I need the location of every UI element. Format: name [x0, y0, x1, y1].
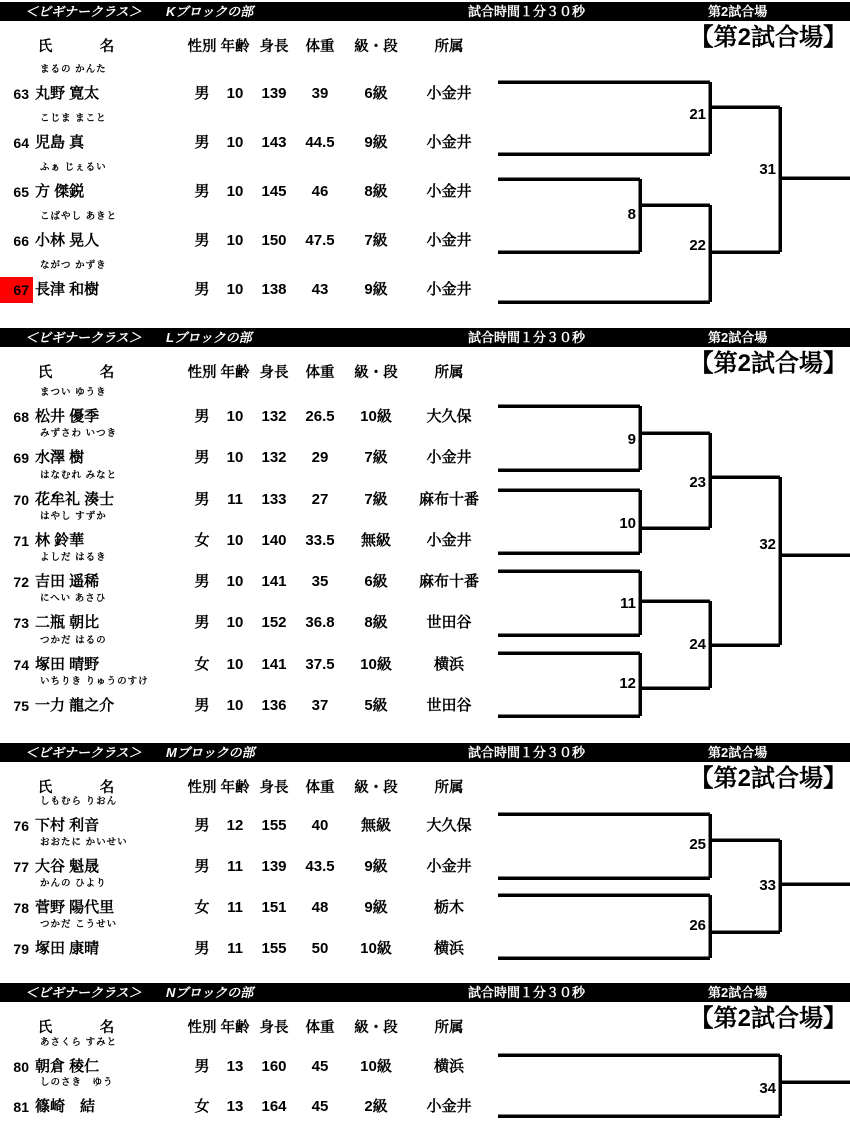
cell-age: 13 — [226, 1098, 244, 1115]
cell-age: 13 — [226, 1058, 244, 1075]
cell-weight: 44.5 — [305, 134, 335, 151]
player-number: 81 — [13, 1099, 29, 1115]
player-number: 73 — [13, 615, 29, 631]
cell-rank: 9級 — [364, 134, 388, 151]
cell-gender: 男 — [194, 449, 210, 466]
player-row — [0, 161, 520, 207]
cell-age: 10 — [226, 85, 244, 102]
cell-weight: 40 — [311, 817, 329, 834]
cell-club: 横浜 — [433, 656, 464, 673]
col-name-shi: 氏 — [37, 1020, 53, 1036]
cell-gender: 男 — [194, 232, 210, 249]
cell-gender: 女 — [194, 656, 210, 673]
col-club: 所属 — [434, 780, 464, 796]
cell-club: 横浜 — [433, 940, 464, 957]
section-n-header-bar — [0, 983, 850, 1002]
player-number: 65 — [13, 184, 29, 200]
match-number: 23 — [689, 474, 706, 491]
col-name-shi: 氏 — [37, 780, 53, 796]
col-gender: 性別 — [187, 1020, 217, 1036]
cell-rank: 8級 — [364, 183, 388, 200]
player-furigana: あさくら すみと — [40, 1037, 118, 1048]
cell-club: 小金井 — [426, 532, 472, 549]
cell-gender: 男 — [194, 183, 210, 200]
cell-rank: 2級 — [364, 1098, 388, 1115]
player-name: 塚田 康晴 — [35, 940, 100, 957]
col-age: 年齢 — [220, 39, 250, 55]
cell-rank: 無級 — [360, 817, 391, 834]
player-name: 篠崎 結 — [35, 1098, 96, 1115]
player-furigana: ふぁ じぇるい — [40, 162, 107, 173]
cell-age: 10 — [226, 614, 244, 631]
match-number: 31 — [759, 161, 776, 178]
cell-age: 10 — [226, 281, 244, 298]
match-number: 12 — [619, 675, 636, 692]
cell-age: 10 — [226, 656, 244, 673]
cell-weight: 37.5 — [305, 656, 335, 673]
match-number: 8 — [627, 206, 636, 223]
cell-club: 小金井 — [426, 134, 472, 151]
cell-rank: 5級 — [364, 697, 388, 714]
court-title: 【第2試合場】 — [689, 1005, 847, 1032]
col-name-mei: 名 — [99, 1020, 115, 1036]
col-club: 所属 — [434, 365, 464, 381]
cell-age: 11 — [227, 940, 243, 957]
cell-club: 大久保 — [426, 817, 472, 834]
cell-rank: 10級 — [360, 1058, 392, 1075]
cell-gender: 男 — [194, 85, 210, 102]
section-k-header-bar — [0, 2, 850, 21]
cell-club: 世田谷 — [426, 614, 472, 631]
court-label: 第2試合場 — [708, 985, 768, 1000]
player-number-highlighted: 67 — [0, 277, 33, 303]
match-time-label: 試合時間１分３０秒 — [468, 745, 586, 760]
player-furigana: いちりき りゅうのすけ — [40, 676, 149, 687]
cell-weight: 50 — [311, 940, 329, 957]
col-rank: 級・段 — [354, 1020, 398, 1036]
cell-rank: 8級 — [364, 614, 388, 631]
cell-age: 12 — [226, 817, 244, 834]
col-name-mei: 名 — [99, 780, 115, 796]
col-club: 所属 — [434, 1020, 464, 1036]
match-number: 10 — [619, 515, 636, 532]
player-furigana: こじま まこと — [40, 113, 107, 124]
cell-weight: 33.5 — [305, 532, 335, 549]
player-number: 72 — [13, 574, 29, 590]
player-name: 菅野 陽代里 — [35, 899, 115, 916]
cell-height: 155 — [261, 940, 287, 957]
player-name: 林 鈴華 — [35, 532, 85, 549]
cell-club: 小金井 — [426, 1098, 472, 1115]
court-title: 【第2試合場】 — [689, 24, 847, 51]
col-height: 身長 — [259, 39, 289, 55]
cell-club: 大久保 — [426, 408, 472, 425]
player-furigana: しのさき ゆう — [40, 1077, 114, 1088]
col-rank: 級・段 — [354, 365, 398, 381]
cell-height: 138 — [261, 281, 287, 298]
cell-club: 麻布十番 — [418, 491, 479, 508]
player-name: 下村 利音 — [35, 817, 100, 834]
player-number: 79 — [13, 941, 29, 957]
player-furigana: みずさわ いつき — [40, 428, 118, 439]
cell-height: 141 — [261, 573, 287, 590]
player-number: 78 — [13, 900, 29, 916]
cell-gender: 男 — [194, 281, 210, 298]
player-number: 69 — [13, 450, 29, 466]
cell-gender: 男 — [194, 817, 210, 834]
player-number: 64 — [13, 135, 29, 151]
cell-weight: 43.5 — [305, 858, 335, 875]
class-label: ＜ビギナークラス＞ — [25, 4, 142, 19]
cell-weight: 46 — [311, 183, 329, 200]
court-label: 第2試合場 — [708, 330, 768, 345]
player-row — [0, 1076, 520, 1121]
cell-height: 132 — [261, 408, 287, 425]
player-name: 小林 晃人 — [35, 232, 100, 249]
match-time-label: 試合時間１分３０秒 — [468, 330, 586, 345]
block-label: Lブロックの部 — [166, 330, 252, 345]
class-label: ＜ビギナークラス＞ — [25, 745, 142, 760]
cell-gender: 男 — [194, 573, 210, 590]
cell-gender: 男 — [194, 491, 210, 508]
player-row — [0, 592, 520, 638]
player-row — [0, 210, 520, 256]
cell-height: 139 — [261, 85, 287, 102]
player-name: 朝倉 稜仁 — [35, 1058, 100, 1075]
cell-height: 136 — [261, 697, 287, 714]
cell-gender: 男 — [194, 408, 210, 425]
class-label: ＜ビギナークラス＞ — [25, 985, 142, 1000]
match-number: 33 — [759, 877, 776, 894]
player-furigana: はなむれ みなと — [40, 470, 118, 481]
player-furigana: にへい あさひ — [40, 593, 107, 604]
match-number: 9 — [627, 431, 636, 448]
player-furigana: おおたに かいせい — [40, 837, 128, 848]
player-furigana: つかだ こうせい — [40, 919, 118, 930]
cell-club: 小金井 — [426, 183, 472, 200]
cell-age: 11 — [227, 491, 243, 508]
col-gender: 性別 — [187, 780, 217, 796]
player-row — [0, 836, 520, 882]
cell-gender: 女 — [194, 532, 210, 549]
player-row — [0, 63, 520, 109]
cell-weight: 39 — [311, 85, 329, 102]
col-height: 身長 — [259, 780, 289, 796]
column-header-row — [0, 1019, 520, 1037]
player-row — [0, 918, 520, 964]
cell-height: 160 — [261, 1058, 287, 1075]
player-row — [0, 112, 520, 158]
match-number: 22 — [689, 237, 706, 254]
player-number: 66 — [13, 233, 29, 249]
court-title: 【第2試合場】 — [689, 350, 847, 377]
cell-age: 10 — [226, 134, 244, 151]
player-row — [0, 634, 520, 680]
cell-weight: 37 — [311, 697, 329, 714]
player-name: 長津 和樹 — [35, 281, 100, 298]
match-number: 32 — [759, 536, 776, 553]
player-name: 二瓶 朝比 — [35, 614, 100, 631]
player-row — [0, 469, 520, 515]
cell-rank: 7級 — [364, 449, 388, 466]
player-name: 児島 真 — [35, 134, 85, 151]
cell-rank: 10級 — [360, 408, 392, 425]
player-number: 76 — [13, 818, 29, 834]
cell-weight: 27 — [311, 491, 329, 508]
col-weight: 体重 — [305, 1020, 335, 1036]
block-label: Kブロックの部 — [166, 4, 254, 19]
col-name-mei: 名 — [99, 365, 115, 381]
player-furigana: ながつ かずき — [40, 260, 107, 271]
player-name: 水澤 樹 — [35, 449, 85, 466]
cell-rank: 無級 — [360, 532, 391, 549]
cell-weight: 35 — [311, 573, 329, 590]
cell-rank: 9級 — [364, 281, 388, 298]
col-name-shi: 氏 — [37, 39, 53, 55]
column-header-row — [0, 38, 520, 56]
cell-gender: 女 — [194, 899, 210, 916]
col-gender: 性別 — [187, 365, 217, 381]
cell-age: 11 — [227, 899, 243, 916]
cell-rank: 7級 — [364, 491, 388, 508]
cell-age: 10 — [226, 573, 244, 590]
player-row — [0, 877, 520, 923]
player-number: 68 — [13, 409, 29, 425]
col-height: 身長 — [259, 365, 289, 381]
cell-club: 小金井 — [426, 232, 472, 249]
col-age: 年齢 — [220, 780, 250, 796]
player-row-highlighted — [0, 259, 520, 305]
cell-weight: 29 — [311, 449, 329, 466]
player-name: 方 傑鋭 — [35, 183, 85, 200]
class-label: ＜ビギナークラス＞ — [25, 330, 142, 345]
cell-weight: 26.5 — [305, 408, 335, 425]
cell-age: 10 — [226, 232, 244, 249]
player-number: 63 — [13, 86, 29, 102]
match-number: 25 — [689, 836, 706, 853]
cell-club: 横浜 — [433, 1058, 464, 1075]
player-number: 75 — [13, 698, 29, 714]
section-l-header-bar — [0, 328, 850, 347]
player-number: 80 — [13, 1059, 29, 1075]
player-row — [0, 427, 520, 473]
match-number: 26 — [689, 917, 706, 934]
player-number: 70 — [13, 492, 29, 508]
player-name: 丸野 寛太 — [35, 85, 100, 102]
cell-weight: 45 — [311, 1098, 329, 1115]
col-age: 年齢 — [220, 365, 250, 381]
cell-height: 140 — [261, 532, 287, 549]
cell-gender: 男 — [194, 1058, 210, 1075]
col-rank: 級・段 — [354, 39, 398, 55]
col-weight: 体重 — [305, 780, 335, 796]
cell-rank: 9級 — [364, 858, 388, 875]
court-label: 第2試合場 — [708, 4, 768, 19]
match-time-label: 試合時間１分３０秒 — [468, 985, 586, 1000]
court-label: 第2試合場 — [708, 745, 768, 760]
cell-weight: 48 — [311, 899, 329, 916]
player-name: 吉田 遥稀 — [35, 573, 100, 590]
cell-weight: 43 — [311, 281, 329, 298]
cell-height: 139 — [261, 858, 287, 875]
col-gender: 性別 — [187, 39, 217, 55]
cell-weight: 45 — [311, 1058, 329, 1075]
cell-gender: 男 — [194, 858, 210, 875]
section-m-header-bar — [0, 743, 850, 762]
player-row — [0, 675, 520, 721]
player-number: 77 — [13, 859, 29, 875]
cell-age: 11 — [227, 858, 243, 875]
cell-height: 141 — [261, 656, 287, 673]
cell-age: 10 — [226, 697, 244, 714]
match-time-label: 試合時間１分３０秒 — [468, 4, 586, 19]
match-number: 11 — [620, 595, 636, 612]
cell-weight: 47.5 — [305, 232, 335, 249]
cell-height: 150 — [261, 232, 287, 249]
bracket-block-l — [498, 406, 850, 716]
cell-rank: 9級 — [364, 899, 388, 916]
col-name-shi: 氏 — [37, 365, 53, 381]
cell-club: 麻布十番 — [418, 573, 479, 590]
player-furigana: こばやし あきと — [40, 211, 118, 222]
cell-gender: 男 — [194, 134, 210, 151]
cell-height: 133 — [261, 491, 287, 508]
player-name: 松井 優季 — [35, 408, 100, 425]
player-furigana: よしだ はるき — [40, 552, 107, 563]
cell-rank: 7級 — [364, 232, 388, 249]
player-furigana: まるの かんた — [40, 64, 107, 75]
cell-height: 152 — [261, 614, 287, 631]
cell-rank: 10級 — [360, 940, 392, 957]
player-row — [0, 510, 520, 556]
match-number: 34 — [759, 1080, 776, 1097]
cell-rank: 6級 — [364, 85, 388, 102]
col-rank: 級・段 — [354, 780, 398, 796]
cell-weight: 36.8 — [305, 614, 335, 631]
bracket-block-n — [498, 1055, 850, 1116]
cell-height: 143 — [261, 134, 287, 151]
player-name: 一力 龍之介 — [35, 697, 115, 714]
player-furigana: まつい ゆうき — [40, 387, 107, 398]
block-label: Nブロックの部 — [166, 985, 254, 1000]
cell-club: 世田谷 — [426, 697, 472, 714]
col-age: 年齢 — [220, 1020, 250, 1036]
player-name: 花牟礼 湊士 — [35, 491, 115, 508]
cell-rank: 6級 — [364, 573, 388, 590]
player-furigana: つかだ はるの — [40, 635, 107, 646]
cell-age: 10 — [226, 408, 244, 425]
cell-gender: 女 — [194, 1098, 210, 1115]
match-number: 21 — [689, 106, 706, 123]
player-row — [0, 551, 520, 597]
player-name: 塚田 晴野 — [35, 656, 100, 673]
cell-age: 10 — [226, 449, 244, 466]
player-number: 71 — [13, 533, 29, 549]
cell-age: 10 — [226, 532, 244, 549]
cell-height: 151 — [261, 899, 287, 916]
column-header-row — [0, 364, 520, 382]
col-weight: 体重 — [305, 39, 335, 55]
cell-height: 132 — [261, 449, 287, 466]
cell-height: 155 — [261, 817, 287, 834]
cell-club: 栃木 — [433, 899, 464, 916]
col-height: 身長 — [259, 1020, 289, 1036]
cell-rank: 10級 — [360, 656, 392, 673]
court-title: 【第2試合場】 — [689, 765, 847, 792]
col-name-mei: 名 — [99, 39, 115, 55]
player-name: 大谷 魁晟 — [35, 858, 100, 875]
cell-gender: 男 — [194, 614, 210, 631]
cell-club: 小金井 — [426, 858, 472, 875]
cell-height: 145 — [261, 183, 287, 200]
cell-club: 小金井 — [426, 281, 472, 298]
col-club: 所属 — [434, 39, 464, 55]
player-furigana: かんの ひより — [40, 878, 107, 889]
player-furigana: はやし すずか — [40, 511, 107, 522]
match-number: 24 — [689, 636, 706, 653]
col-weight: 体重 — [305, 365, 335, 381]
player-row — [0, 386, 520, 432]
player-row — [0, 795, 520, 841]
block-label: Mブロックの部 — [166, 745, 255, 760]
cell-age: 10 — [226, 183, 244, 200]
cell-gender: 男 — [194, 940, 210, 957]
cell-height: 164 — [261, 1098, 287, 1115]
player-furigana: しもむら りおん — [40, 796, 118, 807]
cell-gender: 男 — [194, 697, 210, 714]
cell-club: 小金井 — [426, 449, 472, 466]
cell-club: 小金井 — [426, 85, 472, 102]
player-number: 74 — [13, 657, 29, 673]
